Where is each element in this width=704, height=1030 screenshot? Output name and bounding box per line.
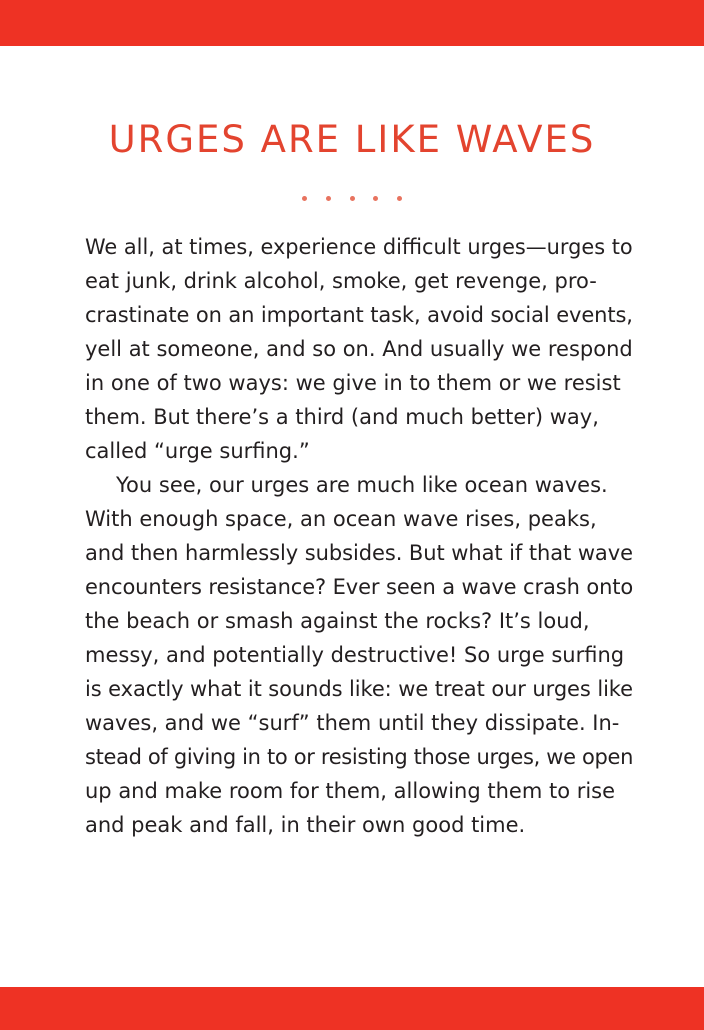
text-line: up and make room for them, allowing them to rise	[85, 779, 616, 803]
text-line: We all, at times, experience difficult urges—urges to	[85, 235, 633, 259]
ornament-dot	[350, 196, 355, 201]
ornament-dot	[373, 196, 378, 201]
text-line: called “urge surfing.”	[85, 439, 310, 463]
text-line: yell at someone, and so on. And usually we respond	[85, 337, 633, 361]
ornament-dot	[397, 196, 402, 201]
text-line: is exactly what it sounds like: we treat our urges like	[85, 677, 633, 701]
text-line: waves, and we “surf” them until they dissipate. In-	[85, 711, 620, 735]
text-line: encounters resistance? Ever seen a wave crash onto	[85, 575, 634, 599]
text-line: eat junk, drink alcohol, smoke, get revenge, pro-	[85, 269, 597, 293]
bottom-accent-bar	[0, 987, 704, 1030]
body-text	[85, 230, 633, 842]
text-line: stead of giving in to or resisting those urges, we open	[85, 745, 634, 769]
text-line: You see, our urges are much like ocean waves.	[116, 473, 608, 497]
page-title: URGES ARE LIKE WAVES	[108, 118, 596, 161]
ornament-dots	[302, 194, 402, 202]
text-line: and peak and fall, in their own good time.	[85, 813, 526, 837]
paragraph-1	[85, 230, 633, 468]
text-line: With enough space, an ocean wave rises, peaks,	[85, 507, 597, 531]
text-line: them. But there’s a third (and much better) way,	[85, 405, 599, 429]
ornament-dot	[326, 196, 331, 201]
top-accent-bar	[0, 0, 704, 46]
text-line: crastinate on an important task, avoid social events,	[85, 303, 633, 327]
ornament-dot	[302, 196, 307, 201]
text-line: in one of two ways: we give in to them or we resist	[85, 371, 621, 395]
paragraph-2	[85, 468, 633, 842]
text-line: the beach or smash against the rocks? It’s loud,	[85, 609, 590, 633]
text-line: messy, and potentially destructive! So urge surfing	[85, 643, 625, 667]
text-line: and then harmlessly subsides. But what if that wave	[85, 541, 633, 565]
